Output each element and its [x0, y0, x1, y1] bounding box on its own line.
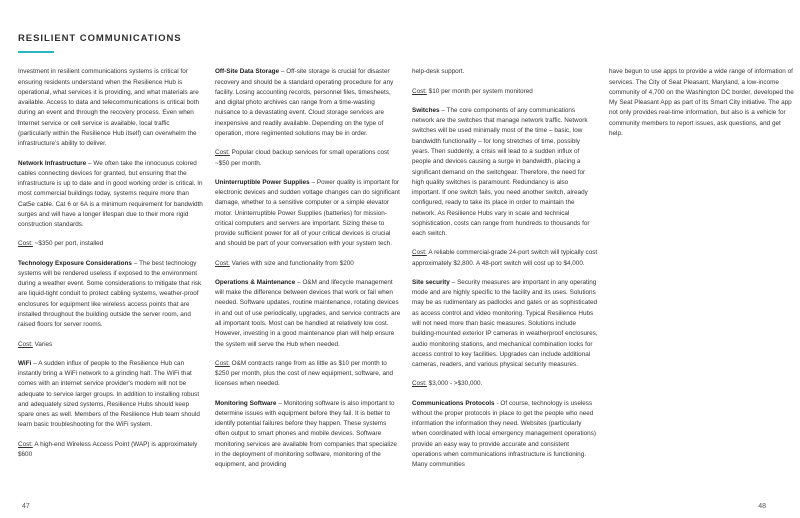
cost-text: $10 per month per system monitored — [426, 87, 533, 95]
cost-text: A high-end Wireless Access Point (WAP) is approximately $600 — [18, 440, 198, 458]
cost-label: Cost: — [412, 249, 427, 257]
paragraph-text: help-desk support. — [412, 68, 465, 76]
body-paragraph — [412, 67, 598, 77]
body-paragraph — [18, 67, 204, 149]
paragraph-text: – We often take the innocuous colored cables connecting devices for granted, but ensuring that the infrastructure is up to date and in good working order is critical. In most commercial buildings today, systems require more than Cat5e cable. Cat 6 or 6A is a minimum requirement for bandwidth surges and will have a longer lifespan due to their more rigid construction standards. — [18, 159, 203, 229]
cost-text: Varies with size and functionality from $200 — [229, 259, 354, 267]
paragraph-text: – Security measures are important in any operating mode and are highly specific to the facility and its uses. Solutions may be as rudimentary as padlocks and gates or as sophisticated as access control and video monitoring. Typical Resilience Hubs will not need more than basic measures. Solutions include building-mounted exterior IP cameras in weatherproof enclosures, audio monitoring stations, and mechanical combination locks for access control to key facilities. Upgrades can include additional cameras, readers, and various physical security measures. — [412, 278, 598, 369]
paragraph-text: – The best technology systems will be rendered useless if exposed to the environment during a weather event. Some considerations to mitigate that risk are liquid-tight conduit to protect cabling systems, weather-proof enclosures for equipment like wireless access points that are installed throughout the building outside the server room, and raised floors for server rooms. — [18, 259, 202, 329]
page-header — [0, 0, 800, 53]
paragraph-text: have begun to use apps to provide a wide range of information of services. The City of Seat Pleasant, Maryland, a low-income community of 4,700 on the Washington DC border, developed the My Seat Pleasant App as part of its Smart City initiative. The app not only provides real-time information, but also is a vehicle for community members to report issues, ask questions, and get help. — [609, 68, 794, 137]
paragraph-lead-in: Communications Protocols — [412, 399, 495, 407]
body-paragraph — [18, 259, 204, 331]
paragraph-text: – O&M and lifecycle management will make the difference between devices that work or fail when needed. Software updates, routine maintenance, rotating devices in and out of use periodically, upgrades, and service contracts are all important tools. Most can be handled at relatively low cost. However, investing in a good maintenance plan will help ensure the system will serve the Hub when needed. — [215, 278, 401, 348]
page-number-right: 48 — [758, 503, 766, 510]
body-paragraph — [215, 278, 401, 350]
text-column-3 — [412, 67, 598, 470]
body-paragraph — [18, 359, 204, 431]
body-paragraph — [215, 399, 401, 471]
paragraph-lead-in: Operations & Maintenance — [215, 278, 296, 286]
cost-label: Cost: — [412, 380, 427, 388]
cost-text: A reliable commercial-grade 24-port switch will typically cost approximately $2,800. A 48-port switch will cost up to $4,000. — [412, 249, 598, 267]
body-paragraph — [215, 67, 401, 139]
cost-paragraph — [18, 239, 204, 249]
text-column-4 — [609, 67, 795, 139]
paragraph-lead-in: Off-Site Data Storage — [215, 68, 279, 76]
cost-text: Popular cloud backup services for small operations cost ~$50 per month. — [215, 149, 389, 167]
text-column-2 — [215, 67, 401, 470]
cost-label: Cost: — [412, 87, 427, 95]
cost-paragraph — [412, 248, 598, 269]
paragraph-lead-in: Network Infrastructure — [18, 159, 87, 167]
paragraph-text: - Of course, technology is useless without the proper protocols in place to get the people who need information the information they need. Websites (particularly when coordinated with local emergency management operations) provide an easy way to provide accurate and consistent operations when communications infrastructure is functioning. Many communities — [412, 399, 596, 469]
cost-paragraph — [18, 340, 204, 350]
paragraph-text: Investment in resilient communications systems is critical for ensuring residents understand when the Resilience Hub is operational, what services it is providing, and what materials are available. Access to data and telecommunications is critical both during an event and through the recovery process. Even when Internet service or cell service is available, local traffic (particularly within the Resilience Hub itself) can overwhelm the infrastructure's ability to deliver. — [18, 68, 199, 148]
cost-label: Cost: — [18, 440, 33, 448]
body-paragraph — [412, 106, 598, 239]
paragraph-text: – Off-site storage is crucial for disaster recovery and should be a standard operating procedure for any facility. Losing accounting records, personnel files, timesheets, and digital photo archives can range from a time-wasting nuisance to a devastating event. Cloud storage services are inexpensive and readily available. Depending on the type of operation, more regimented solutions may be in order. — [215, 68, 394, 137]
paragraph-text: – Monitoring software is also important to determine issues with equipment before they fail. It is better to identify potential failures before they happen. These systems often output to smart phones and mobile devices. Software monitoring services are available from companies that specialize in the deployment of monitoring software, monitoring of the equipment, and providing — [215, 399, 397, 469]
body-paragraph — [18, 159, 204, 231]
cost-label: Cost: — [215, 259, 230, 267]
cost-label: Cost: — [18, 340, 33, 348]
paragraph-lead-in: Monitoring Software — [215, 399, 277, 407]
cost-text: ~$350 per port, installed — [32, 240, 104, 248]
cost-text: $3,000 - >$30,000. — [426, 380, 483, 388]
cost-paragraph — [215, 148, 401, 169]
paragraph-lead-in: Technology Exposure Considerations — [18, 259, 132, 267]
cost-label: Cost: — [215, 359, 230, 367]
page-title: RESILIENT COMMUNICATIONS — [18, 33, 182, 44]
text-column-1 — [18, 67, 204, 460]
body-paragraph — [412, 278, 598, 370]
cost-paragraph — [215, 259, 401, 269]
paragraph-text: – Power quality is important for electronic devices and sudden voltage changes can do significant damage, whether to a sensitive computer or a simple elevator motor. Uninterruptible Power Supplies (batteries) for mission-critical computers and servers are important. Sizing these to provide sufficient power for all of your critical devices is crucial and should be part of your conversation with your system tech. — [215, 178, 400, 248]
cost-paragraph — [412, 379, 598, 389]
body-paragraph — [215, 178, 401, 250]
cost-paragraph — [18, 440, 204, 461]
body-paragraph — [412, 399, 598, 471]
paragraph-lead-in: WiFi — [18, 359, 32, 367]
column-container — [0, 53, 800, 470]
body-paragraph — [609, 67, 795, 139]
paragraph-text: – A sudden influx of people to the Resilience Hub can instantly bring a WiFi network to a grinding halt. The WiFi that comes with an internet service provider's modem will not be adequate to service larger groups. In addition to installing robust and adequately sized systems, Resilience Hubs should keep spare ones as well. Members of the Resilience Hub team should learn basic troubleshooting for the WiFi system. — [18, 359, 200, 429]
cost-label: Cost: — [18, 240, 33, 248]
page-footer — [0, 492, 800, 518]
cost-text: Varies — [32, 340, 53, 348]
paragraph-text: – The core components of any communications network are the switches that manage network traffic. Network switches will be used minimally most of the time – basic, low bandwidth functionality – for long stretches of time, possibly years. Then suddenly, a crisis will lead to a sudden influx of people and devices causing a surge in bandwidth, placing a significant demand on the switchgear. Therefore, the need for high quality switches is paramount. Redundancy is also important. If one switch fails, you need another switch, already configured, ready to take its place in order to maintain the network. As Resilience Hubs vary in scale and technical sophistication, costs can range from hundreds to thousands for each switch. — [412, 106, 590, 238]
paragraph-lead-in: Site security — [412, 278, 450, 286]
cost-label: Cost: — [215, 149, 230, 157]
cost-text: O&M contracts range from as little as $10 per month to $250 per month, plus the cost of new equipment, software, and licenses when needed. — [215, 359, 394, 388]
paragraph-lead-in: Switches — [412, 106, 440, 114]
page-number-left: 47 — [22, 503, 30, 510]
cost-paragraph — [215, 359, 401, 390]
cost-paragraph — [412, 87, 598, 97]
paragraph-lead-in: Uninterruptible Power Supplies — [215, 178, 310, 186]
